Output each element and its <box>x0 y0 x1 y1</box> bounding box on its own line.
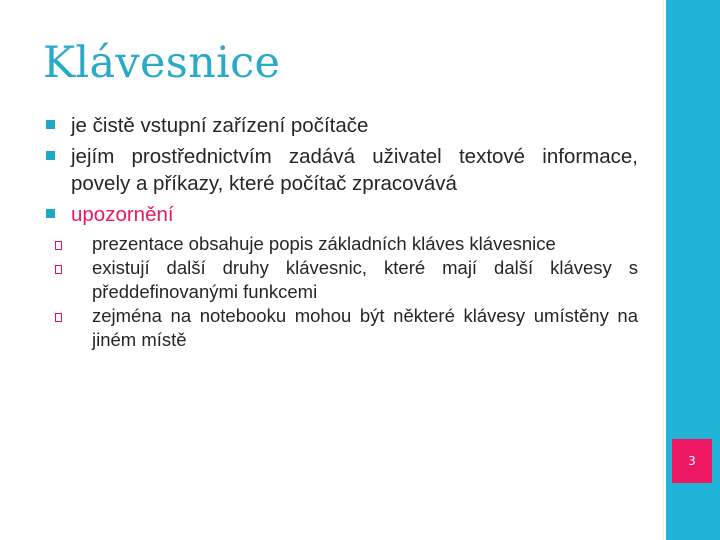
page-number: 3 <box>688 454 696 468</box>
bullet-item <box>46 143 638 197</box>
bullet-item <box>46 112 638 139</box>
square-bullet-icon <box>46 151 55 160</box>
slide-content <box>46 112 638 352</box>
square-bullet-icon <box>46 120 55 129</box>
page-number-badge <box>672 439 712 483</box>
sub-bullet-item <box>91 304 638 352</box>
sub-bullet-item <box>91 256 638 304</box>
sub-bullet-item <box>91 232 638 256</box>
hollow-square-bullet-icon <box>55 265 62 274</box>
sub-bullet-text: existují další druhy klávesnic, které mají další klávesy s předdefinovanými funkcemi <box>92 257 638 302</box>
sub-bullet-list <box>91 232 638 352</box>
hollow-square-bullet-icon <box>55 313 62 322</box>
bullet-text: je čistě vstupní zařízení počítače <box>71 114 369 137</box>
bullet-text: jejím prostřednictvím zadává uživatel textové informace, povely a příkazy, které počítač zpracovává <box>71 145 638 195</box>
bullet-text: upozornění <box>71 203 174 226</box>
sidebar-divider <box>663 0 664 540</box>
square-bullet-icon <box>46 209 55 218</box>
sub-bullet-text: zejména na notebooku mohou být některé klávesy umístěny na jiném místě <box>92 305 638 350</box>
hollow-square-bullet-icon <box>55 241 62 250</box>
slide-title: Klávesnice <box>43 38 281 88</box>
bullet-item-highlighted <box>46 201 638 228</box>
sub-bullet-text: prezentace obsahuje popis základních kláves klávesnice <box>92 233 556 254</box>
